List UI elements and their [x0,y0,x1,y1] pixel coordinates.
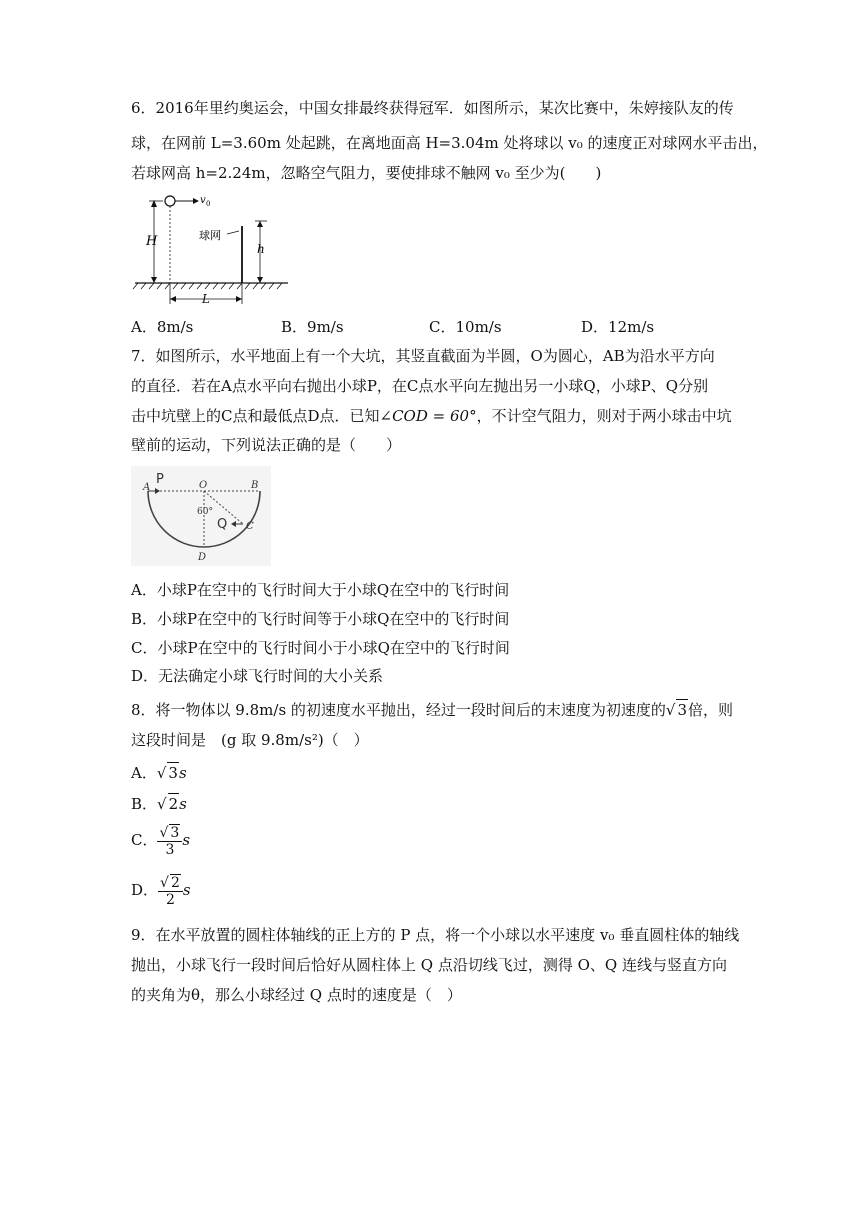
q7-option-a: A．小球P在空中的飞行时间大于小球Q在空中的飞行时间 [131,581,510,599]
q6-option-d: D．12m/s [581,318,655,336]
q8-line-2: 这段时间是 (g 取 9.8m/s²)（ ） [131,731,369,749]
q9-line-3: 的夹角为θ，那么小球经过 Q 点时的速度是（ ） [131,986,462,1004]
q7-label-P: P [156,472,164,487]
q7-line-3-end: ，不计空气阻力，则对于两小球击中坑 [476,407,732,425]
q7-pit-figure [131,466,271,566]
q6-h-label: h [257,242,265,256]
q7-line-3-start: 击中坑壁上的C点和最低点D点．已知 [131,407,380,425]
q6-line-3: 若球网高 h=2.24m，忽略空气阻力，要使排球不触网 v₀ 至少为( ) [131,164,602,182]
q6-line-2: 球，在网前 L=3.60m 处起跳，在离地面高 H=3.04m 处将球以 v₀ 的速度正对球网水平击出， [131,134,768,152]
q8-option-c: C． $\frac{√ 3}{3}$ s [131,825,191,858]
q8-option-d: D． $\frac{√ 2}{2}$ s [131,875,191,908]
q6-L-label: L [202,292,210,306]
q7-label-C: C [246,521,254,532]
q6-option-a: A．8m/s [131,318,194,336]
q6-net-label: 球网 [199,229,221,242]
q6-line-1: 6．2016年里约奥运会，中国女排最终获得冠军．如图所示，某次比赛中，朱婷接队友的传 [131,99,734,117]
q8-line-1 [131,699,733,720]
q7-line-2: 的直径．若在A点水平向右抛出小球P，在C点水平向左抛出另一小球Q，小球P、Q分别 [131,377,709,395]
q7-angle-label: 60° [197,507,213,517]
q7-label-Q: Q [217,517,228,532]
q7-label-A: A [143,482,151,493]
q7-line-4: 壁前的运动，下列说法正确的是（ ） [131,436,402,454]
q7-line-1: 7．如图所示，水平地面上有一个大坑，其竖直截面为半圆，O为圆心，AB为沿水平方向 [131,347,715,365]
q7-line-3 [131,406,732,426]
q6-v0-label: v [200,195,206,206]
q8-sqrt-expression: √ 3 [665,701,688,719]
q7-option-c: C．小球P在空中的飞行时间小于小球Q在空中的飞行时间 [131,639,510,657]
q6-option-b: B．9m/s [281,318,344,336]
q8-line-1-end: 倍，则 [688,701,734,719]
q7-option-b: B．小球P在空中的飞行时间等于小球Q在空中的飞行时间 [131,610,510,628]
q7-angle-expression: ∠COD = 60° [379,407,477,425]
q7-label-D: D [198,552,207,563]
q7-label-B: B [251,480,259,491]
q9-line-2: 抛出，小球飞行一段时间后恰好从圆柱体上 Q 点沿切线飞过，测得 O、Q 连线与竖直方向 [131,956,727,974]
q8-option-a: A．√ 3s [131,764,187,782]
q7-option-d: D．无法确定小球飞行时间的大小关系 [131,667,384,685]
q8-line-1-start: 8．将一物体以 9.8m/s 的初速度水平抛出，经过一段时间后的末速度为初速度的 [131,701,666,719]
q9-line-1: 9．在水平放置的圆柱体轴线的正上方的 P 点，将一个小球以水平速度 v₀ 垂直圆柱体的轴线 [131,926,740,944]
q8-option-b: B．√ 2s [131,795,187,813]
q6-volleyball-figure [130,190,295,310]
q6-H-label: H [146,234,158,249]
q6-v0-subscript: 0 [206,200,211,208]
q7-label-O: O [199,480,208,491]
q6-option-c: C．10m/s [429,318,502,336]
